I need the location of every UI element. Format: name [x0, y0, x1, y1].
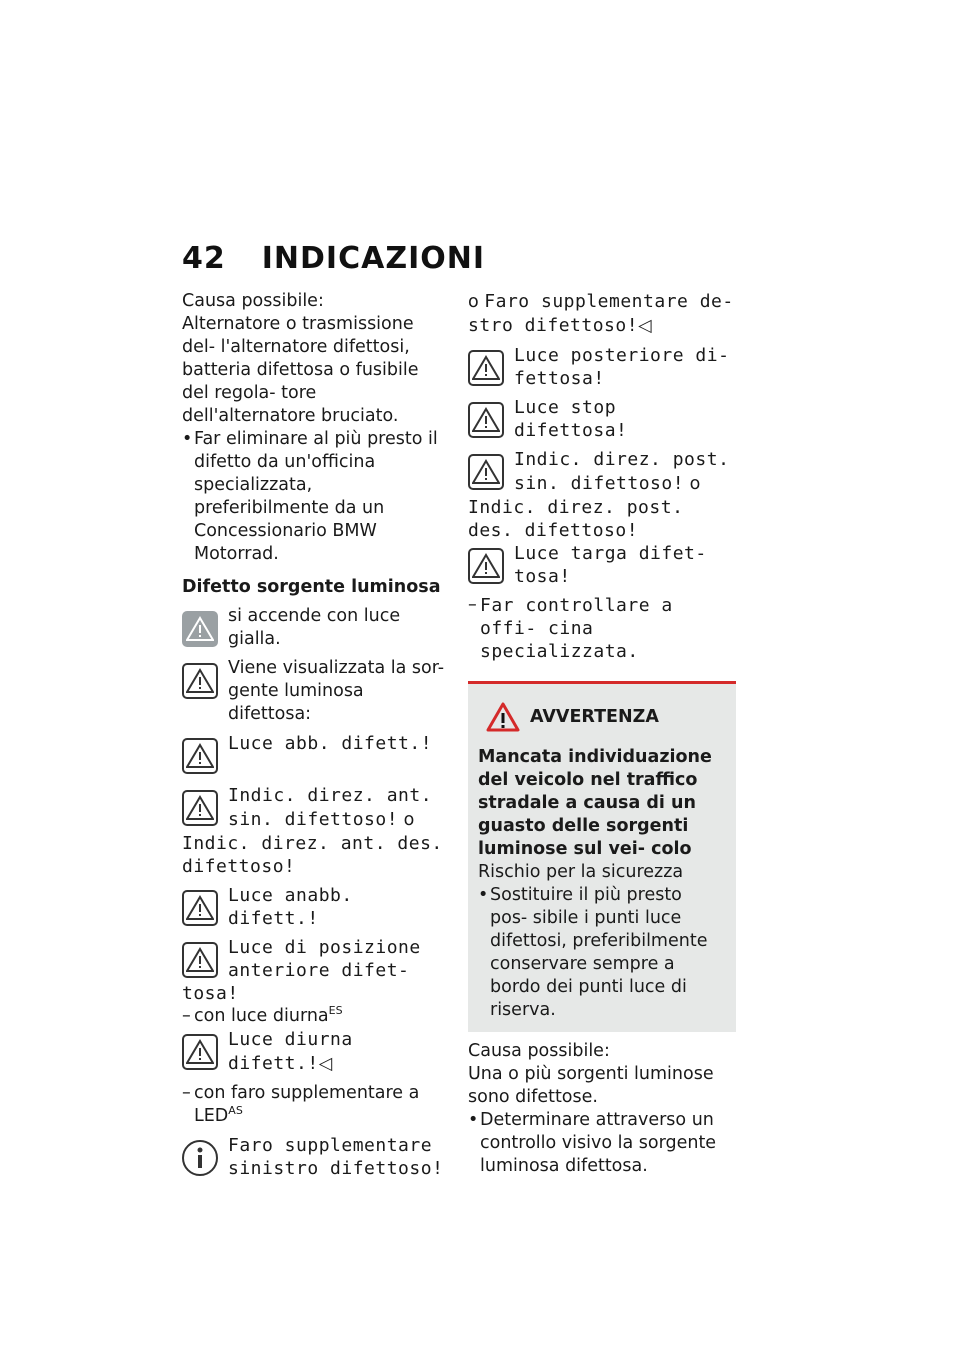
- msg-4b: tosa!: [182, 983, 239, 1004]
- drl-label: – con luce diurna$^{ES}$: [182, 1004, 343, 1026]
- right-column: o Faro supplementare de- stro difettoso!◁ Luce posteriore di- fettosa! Luce stop difettosa! Indic. direz. post. sin. difettoso! o Indic. direz. post. des. difettoso! Luce targa difet- tosa! – Far controllare a offi- cina specializzata. AVVERTENZA Mancata individuazione del veicolo nel traffico stradale a causa di un guasto delle sorgenti luminose sul vei- colo Rischio per la sicurezza • Sostituire il più presto pos- sibile i punti luce difettosi, preferibilmente conservare sempre a bordo dei punti luce di riserva. Causa possibile: Una o più sorgenti luminose sono difettose. • Determinare attraverso un controllo visivo la sorgente luminosa difettosa.: [468, 290, 736, 1178]
- page-title: INDICAZIONI: [261, 241, 486, 276]
- warning-triangle-icon: [468, 402, 504, 438]
- lamp-row: si accende con luce gialla.: [182, 605, 450, 651]
- warning-triangle-icon: [182, 663, 218, 699]
- warning-triangle-icon: [182, 942, 218, 978]
- warning-triangle-icon: [182, 890, 218, 926]
- bullet-dot-icon: •: [468, 1110, 479, 1130]
- cause-label: Causa possibile:: [182, 291, 324, 311]
- warning-triangle-icon: [182, 790, 218, 826]
- left-column: [182, 290, 450, 1180]
- warning-box: [468, 681, 736, 1032]
- warning-risk: Rischio per la sicurezza: [478, 862, 684, 882]
- cause-text-right: Una o più sorgenti luminose sono difettose.: [468, 1064, 714, 1107]
- msg-7: Faro supplementare de- stro difettoso!: [468, 291, 734, 336]
- check-instruction: – Far controllare a offi- cina specializzata.: [468, 595, 673, 662]
- cause-text: Alternatore o trasmissione del- l'alternatore difettosi, batteria difettosa o fusibile del regola- tore dell'alternatore bruciato.: [182, 314, 419, 426]
- msg-row-1: Luce abb. difett.!: [182, 732, 450, 778]
- warning-lamp-icon: [182, 611, 218, 647]
- led-label: – con faro supplementare a $LED^{AS}$: [182, 1083, 420, 1126]
- warning-sign-icon: [486, 702, 520, 732]
- msg-row-3: Luce anabb. difett.!: [182, 884, 450, 930]
- msg-row-6: Faro supplementare sinistro difettoso!: [182, 1134, 450, 1180]
- page-header: [182, 241, 485, 276]
- warning-title: Mancata individuazione del veicolo nel traffico stradale a causa di un guasto delle sorgenti luminose sul vei- colo: [478, 747, 712, 859]
- info-icon: [182, 1140, 218, 1176]
- msg-10b: Indic. direz. post. des. difettoso!: [468, 497, 684, 541]
- warning-bullet: • Sostituire il più presto pos- sibile i punti luce difettosi, preferibilmente conservare sempre a bordo dei punti luce di riserva.: [478, 885, 708, 1020]
- warning-triangle-icon: [182, 1034, 218, 1070]
- msg-row-2: Indic. direz. ant. sin. difettoso! o: [182, 784, 450, 832]
- msg-2b: Indic. direz. ant. des. difettoso!: [182, 833, 443, 877]
- action-bullet-right: • Determinare attraverso un controllo visivo la sorgente luminosa difettosa.: [468, 1110, 717, 1176]
- warning-triangle-icon: [468, 350, 504, 386]
- warning-triangle-icon: [182, 738, 218, 774]
- bullet-dot-icon: •: [182, 429, 193, 449]
- triangle-left-icon: ◁: [318, 1054, 333, 1074]
- display-row: Viene visualizzata la sor- gente luminosa difettosa:: [182, 657, 450, 726]
- msg-row-9: Luce stop difettosa!: [468, 396, 736, 442]
- action-bullet: • Far eliminare al più presto il difetto da un'officina specializzata, preferibilmente da un Concessionario BMW Motorrad.: [182, 429, 438, 564]
- msg-row-11: Luce targa difet- tosa!: [468, 542, 736, 588]
- msg-row-8: Luce posteriore di- fettosa!: [468, 344, 736, 390]
- cause-label-right: Causa possibile:: [468, 1041, 610, 1061]
- warning-label: AVVERTENZA: [530, 706, 659, 727]
- msg-row-4: Luce di posizione anteriore difet-: [182, 936, 450, 982]
- warning-triangle-icon: [468, 454, 504, 490]
- section-title: Difetto sorgente luminosa: [182, 577, 441, 597]
- msg-row-5: Luce diurna difett.!◁: [182, 1028, 450, 1076]
- msg-row-10: Indic. direz. post. sin. difettoso! o: [468, 448, 736, 496]
- triangle-left-icon: ◁: [638, 316, 652, 336]
- page-number: 42: [182, 241, 226, 276]
- warning-triangle-icon: [468, 548, 504, 584]
